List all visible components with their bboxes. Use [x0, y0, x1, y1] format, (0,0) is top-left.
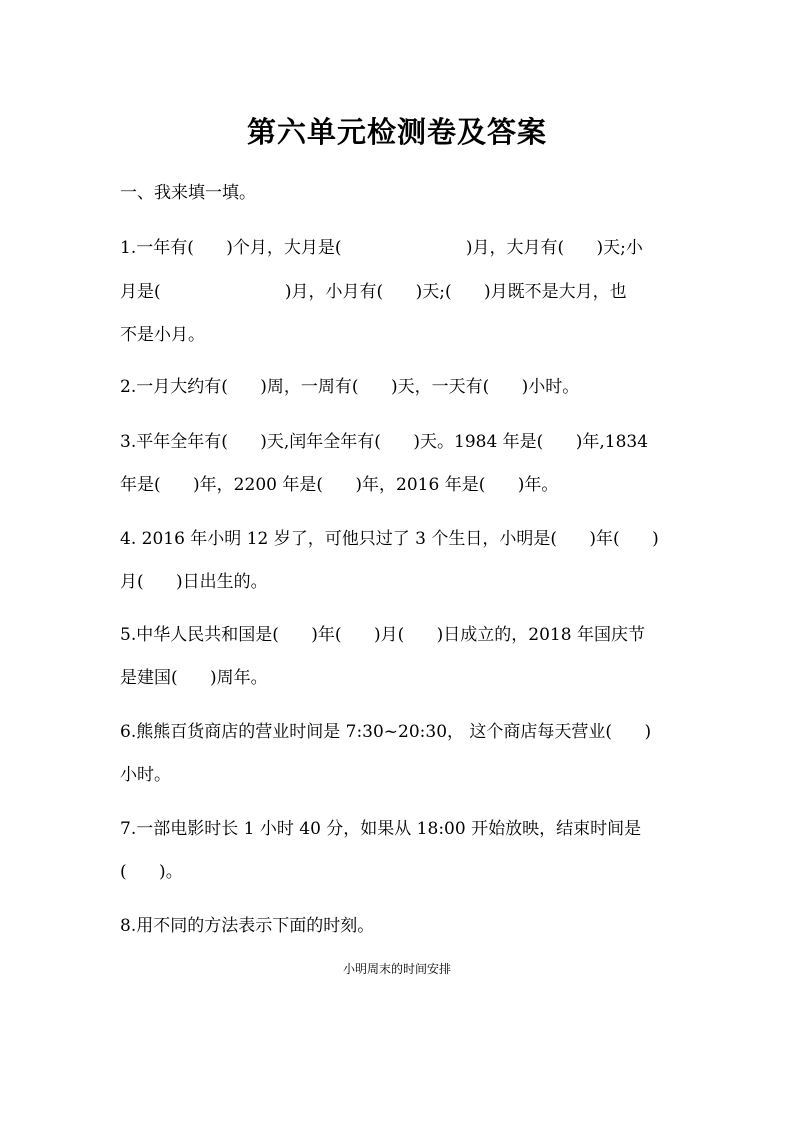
question-3-line-2: 年是( )年，2200 年是( )年，2016 年是( )年。	[120, 475, 559, 495]
question-2-line-1: 2.一月大约有( )周，一周有( )天，一天有( )小时。	[120, 377, 580, 397]
section-heading: 一、我来填一填。	[120, 183, 256, 203]
question-4-line-2: 月( )日出生的。	[120, 572, 268, 592]
question-1-line-2: 月是( )月，小月有( )天;( )月既不是大月，也	[120, 282, 627, 302]
question-5-line-2: 是建国( )周年。	[120, 668, 268, 688]
question-4-line-1: 4. 2016 年小明 12 岁了，可他只过了 3 个生日，小明是( )年( )	[120, 529, 659, 549]
question-6-line-1: 6.熊熊百货商店的营业时间是 7:30~20:30， 这个商店每天营业( )	[120, 722, 652, 742]
question-6-line-2: 小时。	[120, 765, 171, 785]
question-7-line-1: 7.一部电影时长 1 小时 40 分，如果从 18:00 开始放映，结束时间是	[120, 819, 642, 839]
page-title: 第六单元检测卷及答案	[246, 115, 547, 149]
figure-caption: 小明周末的时间安排	[342, 962, 451, 976]
question-3-line-1: 3.平年全年有( )天,闰年全年有( )天。1984 年是( )年,1834	[120, 432, 649, 452]
question-7-line-2: ( )。	[120, 862, 183, 882]
question-5-line-1: 5.中华人民共和国是( )年( )月( )日成立的，2018 年国庆节	[120, 625, 645, 645]
question-1-line-3: 不是小月。	[120, 325, 205, 345]
question-1-line-1: 1.一年有( )个月，大月是( )月，大月有( )天;小	[120, 238, 643, 258]
question-8-line-1: 8.用不同的方法表示下面的时刻。	[120, 916, 375, 936]
